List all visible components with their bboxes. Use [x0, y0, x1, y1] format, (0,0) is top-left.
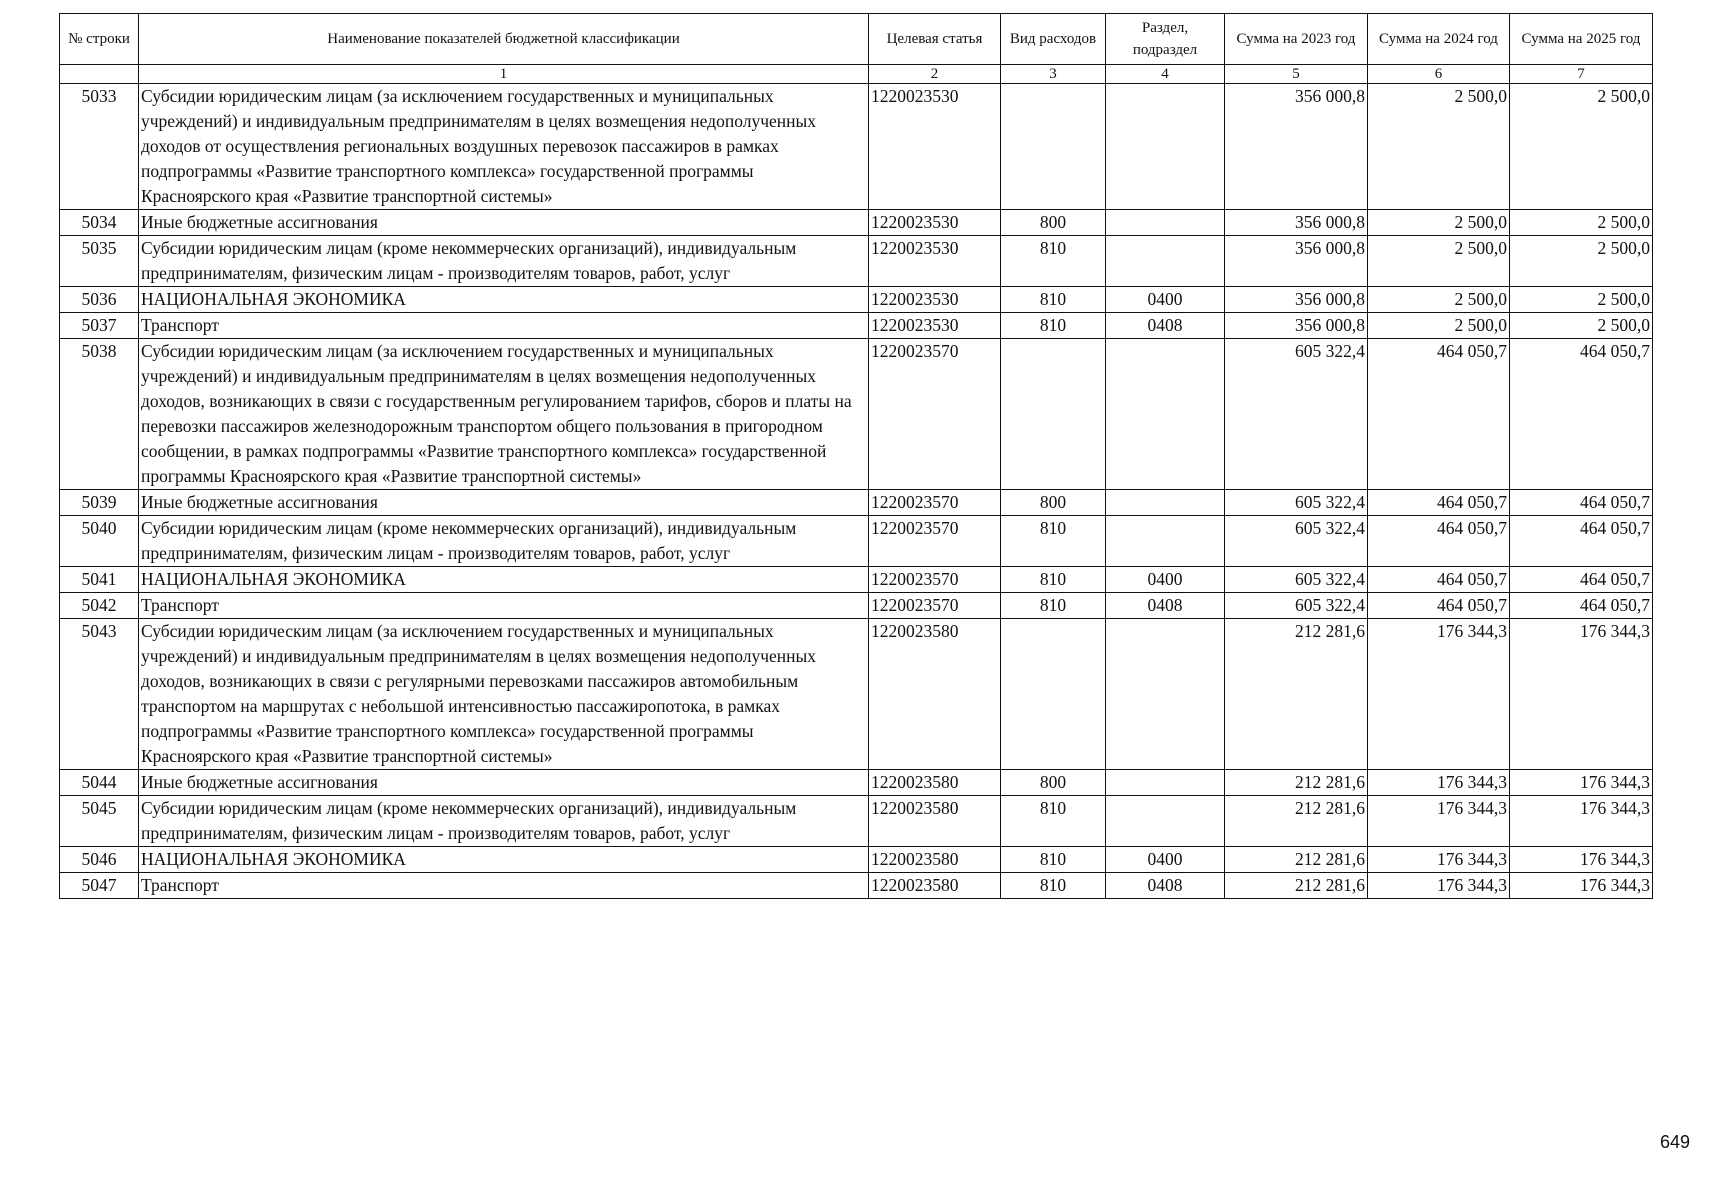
- header-target: Целевая статья: [869, 14, 1001, 65]
- target-article-cell: 1220023570: [869, 516, 1001, 567]
- expense-kind-cell: 810: [1001, 593, 1106, 619]
- column-number: [60, 65, 139, 84]
- sum-2023-cell: 605 322,4: [1225, 490, 1368, 516]
- table-body: [60, 65, 1653, 899]
- target-article-cell: 1220023580: [869, 873, 1001, 899]
- page-number: 649: [1660, 1132, 1691, 1152]
- sum-2024-cell: 176 344,3: [1368, 619, 1510, 770]
- sum-2023-cell: 605 322,4: [1225, 516, 1368, 567]
- indicator-name-cell: Транспорт: [139, 313, 869, 339]
- sum-2025-cell: 176 344,3: [1510, 847, 1653, 873]
- section-cell: 0408: [1106, 873, 1225, 899]
- target-article-cell: 1220023530: [869, 313, 1001, 339]
- column-number: 6: [1368, 65, 1510, 84]
- sum-2025-cell: 176 344,3: [1510, 873, 1653, 899]
- expense-kind-cell: 810: [1001, 516, 1106, 567]
- sum-2024-cell: 2 500,0: [1368, 210, 1510, 236]
- section-cell: 0408: [1106, 593, 1225, 619]
- header-sum-2024: Сумма на 2024 год: [1368, 14, 1510, 65]
- budget-table: [59, 13, 1653, 899]
- target-article-cell: 1220023570: [869, 490, 1001, 516]
- sum-2024-cell: 464 050,7: [1368, 593, 1510, 619]
- expense-kind-cell: 800: [1001, 490, 1106, 516]
- table-row: [60, 287, 1653, 313]
- sum-2023-cell: 356 000,8: [1225, 236, 1368, 287]
- row-number-cell: 5041: [60, 567, 139, 593]
- sum-2025-cell: 2 500,0: [1510, 287, 1653, 313]
- indicator-name-cell: Субсидии юридическим лицам (кроме некоммерческих организаций), индивидуальным предпринимателям, физическим лицам - производителям товаров, работ, услуг: [139, 796, 869, 847]
- sum-2025-cell: 464 050,7: [1510, 516, 1653, 567]
- expense-kind-cell: 810: [1001, 873, 1106, 899]
- sum-2024-cell: 176 344,3: [1368, 847, 1510, 873]
- sum-2023-cell: 212 281,6: [1225, 770, 1368, 796]
- indicator-name-cell: Транспорт: [139, 873, 869, 899]
- table-row: [60, 490, 1653, 516]
- indicator-name-cell: Субсидии юридическим лицам (кроме некоммерческих организаций), индивидуальным предпринимателям, физическим лицам - производителям товаров, работ, услуг: [139, 236, 869, 287]
- sum-2025-cell: 464 050,7: [1510, 567, 1653, 593]
- column-number: 7: [1510, 65, 1653, 84]
- sum-2023-cell: 605 322,4: [1225, 567, 1368, 593]
- sum-2023-cell: 356 000,8: [1225, 210, 1368, 236]
- target-article-cell: 1220023530: [869, 236, 1001, 287]
- row-number-cell: 5036: [60, 287, 139, 313]
- table-row: [60, 796, 1653, 847]
- section-cell: [1106, 796, 1225, 847]
- row-number-cell: 5046: [60, 847, 139, 873]
- section-cell: [1106, 490, 1225, 516]
- table-row: [60, 516, 1653, 567]
- indicator-name-cell: Субсидии юридическим лицам (за исключением государственных и муниципальных учреждений) и индивидуальным предпринимателям в целях возмещения недополученных доходов, возникающих в связи с регулярными перевозками пассажиров автомобильным транспортом на маршрутах с небольшой интенсивностью пассажиропотока, в рамках подпрограммы «Развитие транспортного комплекса» государственной программы Красноярского края «Развитие транспортной системы»: [139, 619, 869, 770]
- sum-2023-cell: 212 281,6: [1225, 873, 1368, 899]
- column-number: 1: [139, 65, 869, 84]
- indicator-name-cell: Иные бюджетные ассигнования: [139, 490, 869, 516]
- section-cell: [1106, 339, 1225, 490]
- sum-2025-cell: 2 500,0: [1510, 236, 1653, 287]
- sum-2023-cell: 356 000,8: [1225, 287, 1368, 313]
- row-number-cell: 5044: [60, 770, 139, 796]
- sum-2025-cell: 176 344,3: [1510, 619, 1653, 770]
- sum-2025-cell: 464 050,7: [1510, 490, 1653, 516]
- sum-2024-cell: 464 050,7: [1368, 339, 1510, 490]
- row-number-cell: 5042: [60, 593, 139, 619]
- column-numbers-row: [60, 65, 1653, 84]
- indicator-name-cell: Субсидии юридическим лицам (за исключением государственных и муниципальных учреждений) и индивидуальным предпринимателям в целях возмещения недополученных доходов от осуществления региональных воздушных перевозок пассажиров в рамках подпрограммы «Развитие транспортного комплекса» государственной программы Красноярского края «Развитие транспортной системы»: [139, 84, 869, 210]
- section-cell: [1106, 236, 1225, 287]
- section-cell: [1106, 619, 1225, 770]
- target-article-cell: 1220023570: [869, 567, 1001, 593]
- table-row: [60, 619, 1653, 770]
- target-article-cell: 1220023570: [869, 339, 1001, 490]
- table-row: [60, 313, 1653, 339]
- expense-kind-cell: [1001, 84, 1106, 210]
- section-cell: [1106, 210, 1225, 236]
- header-name: Наименование показателей бюджетной классификации: [139, 14, 869, 65]
- expense-kind-cell: 810: [1001, 313, 1106, 339]
- row-number-cell: 5043: [60, 619, 139, 770]
- sum-2024-cell: 2 500,0: [1368, 84, 1510, 210]
- row-number-cell: 5038: [60, 339, 139, 490]
- sum-2023-cell: 212 281,6: [1225, 847, 1368, 873]
- header-sum-2025: Сумма на 2025 год: [1510, 14, 1653, 65]
- sum-2025-cell: 2 500,0: [1510, 313, 1653, 339]
- indicator-name-cell: Субсидии юридическим лицам (кроме некоммерческих организаций), индивидуальным предпринимателям, физическим лицам - производителям товаров, работ, услуг: [139, 516, 869, 567]
- row-number-cell: 5033: [60, 84, 139, 210]
- indicator-name-cell: Иные бюджетные ассигнования: [139, 770, 869, 796]
- expense-kind-cell: 810: [1001, 236, 1106, 287]
- sum-2023-cell: 212 281,6: [1225, 796, 1368, 847]
- expense-kind-cell: 810: [1001, 847, 1106, 873]
- column-number: 2: [869, 65, 1001, 84]
- section-cell: 0400: [1106, 847, 1225, 873]
- section-cell: 0400: [1106, 287, 1225, 313]
- expense-kind-cell: 810: [1001, 287, 1106, 313]
- target-article-cell: 1220023580: [869, 770, 1001, 796]
- sum-2025-cell: 176 344,3: [1510, 796, 1653, 847]
- sum-2023-cell: 356 000,8: [1225, 313, 1368, 339]
- row-number-cell: 5035: [60, 236, 139, 287]
- column-number: 3: [1001, 65, 1106, 84]
- table-row: [60, 593, 1653, 619]
- row-number-cell: 5034: [60, 210, 139, 236]
- expense-kind-cell: 800: [1001, 210, 1106, 236]
- table-row: [60, 770, 1653, 796]
- row-number-cell: 5039: [60, 490, 139, 516]
- sum-2023-cell: 605 322,4: [1225, 339, 1368, 490]
- column-number: 4: [1106, 65, 1225, 84]
- sum-2024-cell: 464 050,7: [1368, 516, 1510, 567]
- sum-2023-cell: 212 281,6: [1225, 619, 1368, 770]
- sum-2024-cell: 2 500,0: [1368, 313, 1510, 339]
- sum-2025-cell: 2 500,0: [1510, 210, 1653, 236]
- indicator-name-cell: Субсидии юридическим лицам (за исключением государственных и муниципальных учреждений) и индивидуальным предпринимателям в целях возмещения недополученных доходов, возникающих в связи с государственным регулированием тарифов, сборов и платы на перевозки пассажиров железнодорожным транспортом общего пользования в пригородном сообщении, в рамках подпрограммы «Развитие транспортного комплекса» государственной программы Красноярского края «Развитие транспортной системы»: [139, 339, 869, 490]
- row-number-cell: 5040: [60, 516, 139, 567]
- section-cell: 0408: [1106, 313, 1225, 339]
- table-row: [60, 567, 1653, 593]
- sum-2024-cell: 2 500,0: [1368, 236, 1510, 287]
- section-cell: 0400: [1106, 567, 1225, 593]
- table-header: [60, 14, 1653, 65]
- target-article-cell: 1220023580: [869, 796, 1001, 847]
- indicator-name-cell: Транспорт: [139, 593, 869, 619]
- table-row: [60, 236, 1653, 287]
- target-article-cell: 1220023580: [869, 847, 1001, 873]
- header-section: Раздел, подраздел: [1106, 14, 1225, 65]
- row-number-cell: 5037: [60, 313, 139, 339]
- row-number-cell: 5045: [60, 796, 139, 847]
- expense-kind-cell: 810: [1001, 796, 1106, 847]
- table-row: [60, 873, 1653, 899]
- column-number: 5: [1225, 65, 1368, 84]
- sum-2024-cell: 464 050,7: [1368, 490, 1510, 516]
- sum-2024-cell: 176 344,3: [1368, 873, 1510, 899]
- expense-kind-cell: [1001, 619, 1106, 770]
- section-cell: [1106, 516, 1225, 567]
- header-kind: Вид расходов: [1001, 14, 1106, 65]
- sum-2024-cell: 176 344,3: [1368, 770, 1510, 796]
- header-sum-2023: Сумма на 2023 год: [1225, 14, 1368, 65]
- expense-kind-cell: [1001, 339, 1106, 490]
- target-article-cell: 1220023530: [869, 287, 1001, 313]
- indicator-name-cell: НАЦИОНАЛЬНАЯ ЭКОНОМИКА: [139, 847, 869, 873]
- indicator-name-cell: НАЦИОНАЛЬНАЯ ЭКОНОМИКА: [139, 287, 869, 313]
- sum-2024-cell: 176 344,3: [1368, 796, 1510, 847]
- table-row: [60, 847, 1653, 873]
- row-number-cell: 5047: [60, 873, 139, 899]
- target-article-cell: 1220023570: [869, 593, 1001, 619]
- target-article-cell: 1220023530: [869, 210, 1001, 236]
- sum-2024-cell: 464 050,7: [1368, 567, 1510, 593]
- expense-kind-cell: 800: [1001, 770, 1106, 796]
- expense-kind-cell: 810: [1001, 567, 1106, 593]
- header-row-no: № строки: [60, 14, 139, 65]
- table-row: [60, 210, 1653, 236]
- indicator-name-cell: НАЦИОНАЛЬНАЯ ЭКОНОМИКА: [139, 567, 869, 593]
- target-article-cell: 1220023580: [869, 619, 1001, 770]
- indicator-name-cell: Иные бюджетные ассигнования: [139, 210, 869, 236]
- sum-2025-cell: 464 050,7: [1510, 593, 1653, 619]
- sum-2023-cell: 356 000,8: [1225, 84, 1368, 210]
- target-article-cell: 1220023530: [869, 84, 1001, 210]
- sum-2025-cell: 2 500,0: [1510, 84, 1653, 210]
- section-cell: [1106, 84, 1225, 210]
- table-row: [60, 84, 1653, 210]
- sum-2024-cell: 2 500,0: [1368, 287, 1510, 313]
- table-row: [60, 339, 1653, 490]
- sum-2025-cell: 464 050,7: [1510, 339, 1653, 490]
- sum-2023-cell: 605 322,4: [1225, 593, 1368, 619]
- sum-2025-cell: 176 344,3: [1510, 770, 1653, 796]
- section-cell: [1106, 770, 1225, 796]
